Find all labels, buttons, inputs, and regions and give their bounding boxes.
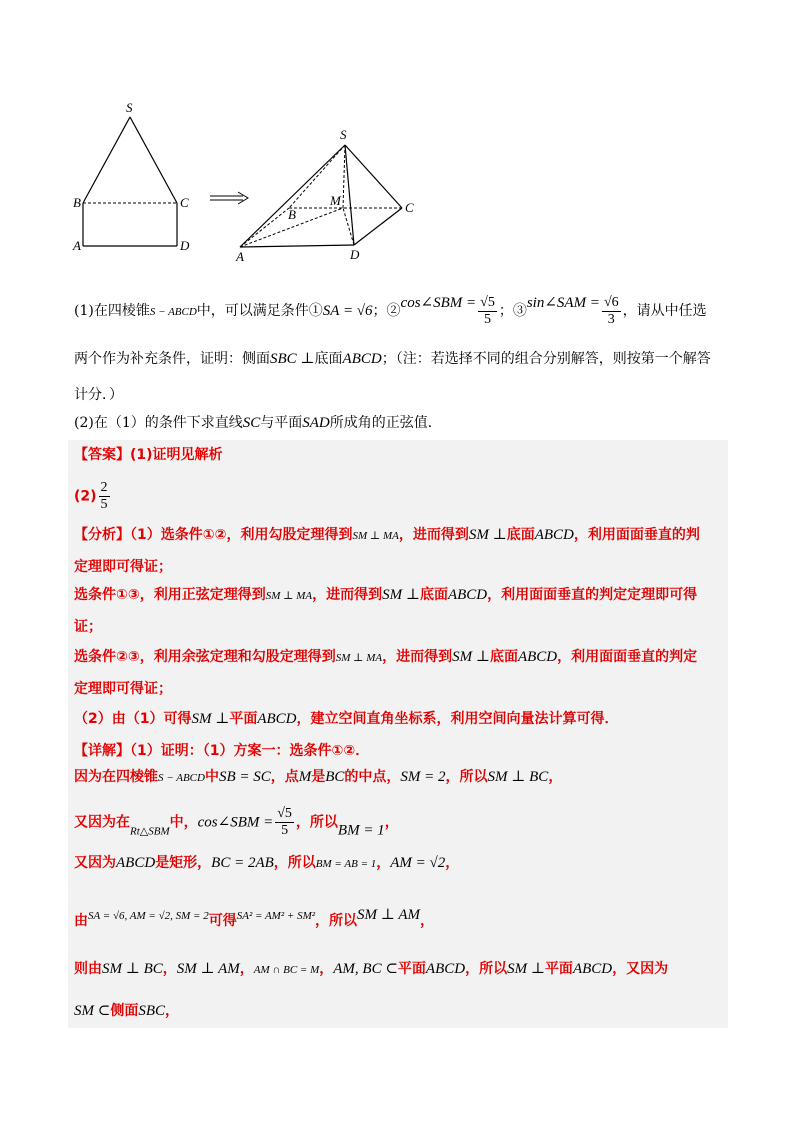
detail-line-4: 又因为ABCD是矩形，BC = 2AB，所以BM = AB = 1，AM = √2， bbox=[74, 855, 460, 871]
detail-line-5: 由$^{SA = √6, AM = √2, SM = 2}$可得$^{SA^2 = AM^2 + SM^2}$，所以SM ⊥ AM， bbox=[74, 907, 435, 929]
answer-title: 【答案】(1)证明见解析 bbox=[74, 447, 223, 463]
detail-line-2: 因为在四棱锥S − ABCD中SB = SC，点M是BC的中点，SM = 2，所以SM ⊥ BC， bbox=[74, 769, 563, 785]
analysis-line-1: 【分析】（1）选条件①②，利用勾股定理得到SM ⊥ MA，进而得到SM ⊥底面ABCD，利用面面垂直的判 bbox=[74, 527, 700, 543]
label-D-3d: D bbox=[350, 247, 360, 262]
label-S-3d: S bbox=[340, 127, 347, 142]
detail-line-3: 又因为在$_{Rt\triangle SBM}$中，cos∠SBM = $\frac{√5}{5}$ ，所以BM = 1， bbox=[74, 806, 399, 839]
analysis-line-4: 证； bbox=[74, 619, 102, 635]
detail-line-7: SM ⊂侧面SBC， bbox=[74, 1003, 179, 1019]
analysis-line-3: 选条件①③，利用正弦定理得到SM ⊥ MA，进而得到SM ⊥底面ABCD，利用面面垂直的判定定理即可得 bbox=[74, 587, 698, 603]
pyramid-3d bbox=[235, 127, 414, 264]
answer-part2: (2) $\frac{2}{5}$ bbox=[74, 480, 108, 512]
detail-cos-fraction: $\frac{√5}{5}$ bbox=[277, 806, 292, 838]
label-C-3d: C bbox=[405, 200, 414, 215]
geometry-figure bbox=[60, 95, 440, 270]
label-A-flat: A bbox=[73, 238, 81, 253]
label-M-3d: M bbox=[330, 193, 341, 208]
analysis-line-5: 选条件②③，利用余弦定理和勾股定理得到SM ⊥ MA，进而得到SM ⊥底面ABCD，利用面面垂直的判定 bbox=[74, 649, 698, 665]
analysis-line-7: （2）由（1）可得SM ⊥平面ABCD，建立空间直角坐标系，利用空间向量法计算可得． bbox=[74, 711, 619, 727]
question-line-1: (1)在四棱锥S − ABCD中，可以满足条件①SA = √6；②cos∠SBM = $\frac{√5}{5}$ ；③sin∠SAM = $\frac{√6}{3}$ ，请从中任选 bbox=[74, 294, 707, 327]
geometry-figure-svg bbox=[60, 95, 440, 270]
label-B-flat: B bbox=[73, 195, 81, 210]
answer-fraction: $\frac{2}{5}$ bbox=[100, 480, 108, 512]
arrow-icon bbox=[210, 192, 248, 204]
flat-net bbox=[72, 100, 190, 253]
detail-line-1: 【详解】（1）证明：（1）方案一：选条件①②． bbox=[74, 743, 370, 759]
detail-line-6: 则由SM ⊥ BC，SM ⊥ AM，AM ∩ BC = M，AM, BC ⊂平面ABCD，所以SM ⊥平面ABCD，又因为 bbox=[74, 961, 669, 977]
sin-fraction: $\frac{√6}{3}$ bbox=[603, 294, 619, 327]
question-line-3: 计分．） bbox=[74, 387, 123, 403]
label-C-flat: C bbox=[180, 195, 189, 210]
question-line-4: (2)在（1）的条件下求直线SC与平面SAD所成角的正弦值． bbox=[74, 415, 442, 431]
label-B-3d: B bbox=[288, 207, 296, 222]
analysis-line-2: 定理即可得证； bbox=[74, 559, 172, 575]
question-line-2: 两个作为补充条件，证明：侧面SBC ⊥底面ABCD；（注：若选择不同的组合分别解答，则按第一个解答 bbox=[74, 351, 711, 367]
label-S-flat: S bbox=[126, 100, 133, 115]
cos-fraction: $\frac{√5}{5}$ bbox=[480, 294, 495, 327]
analysis-line-6: 定理即可得证； bbox=[74, 681, 172, 697]
label-D-flat: D bbox=[180, 238, 190, 253]
label-A-3d: A bbox=[236, 249, 244, 264]
